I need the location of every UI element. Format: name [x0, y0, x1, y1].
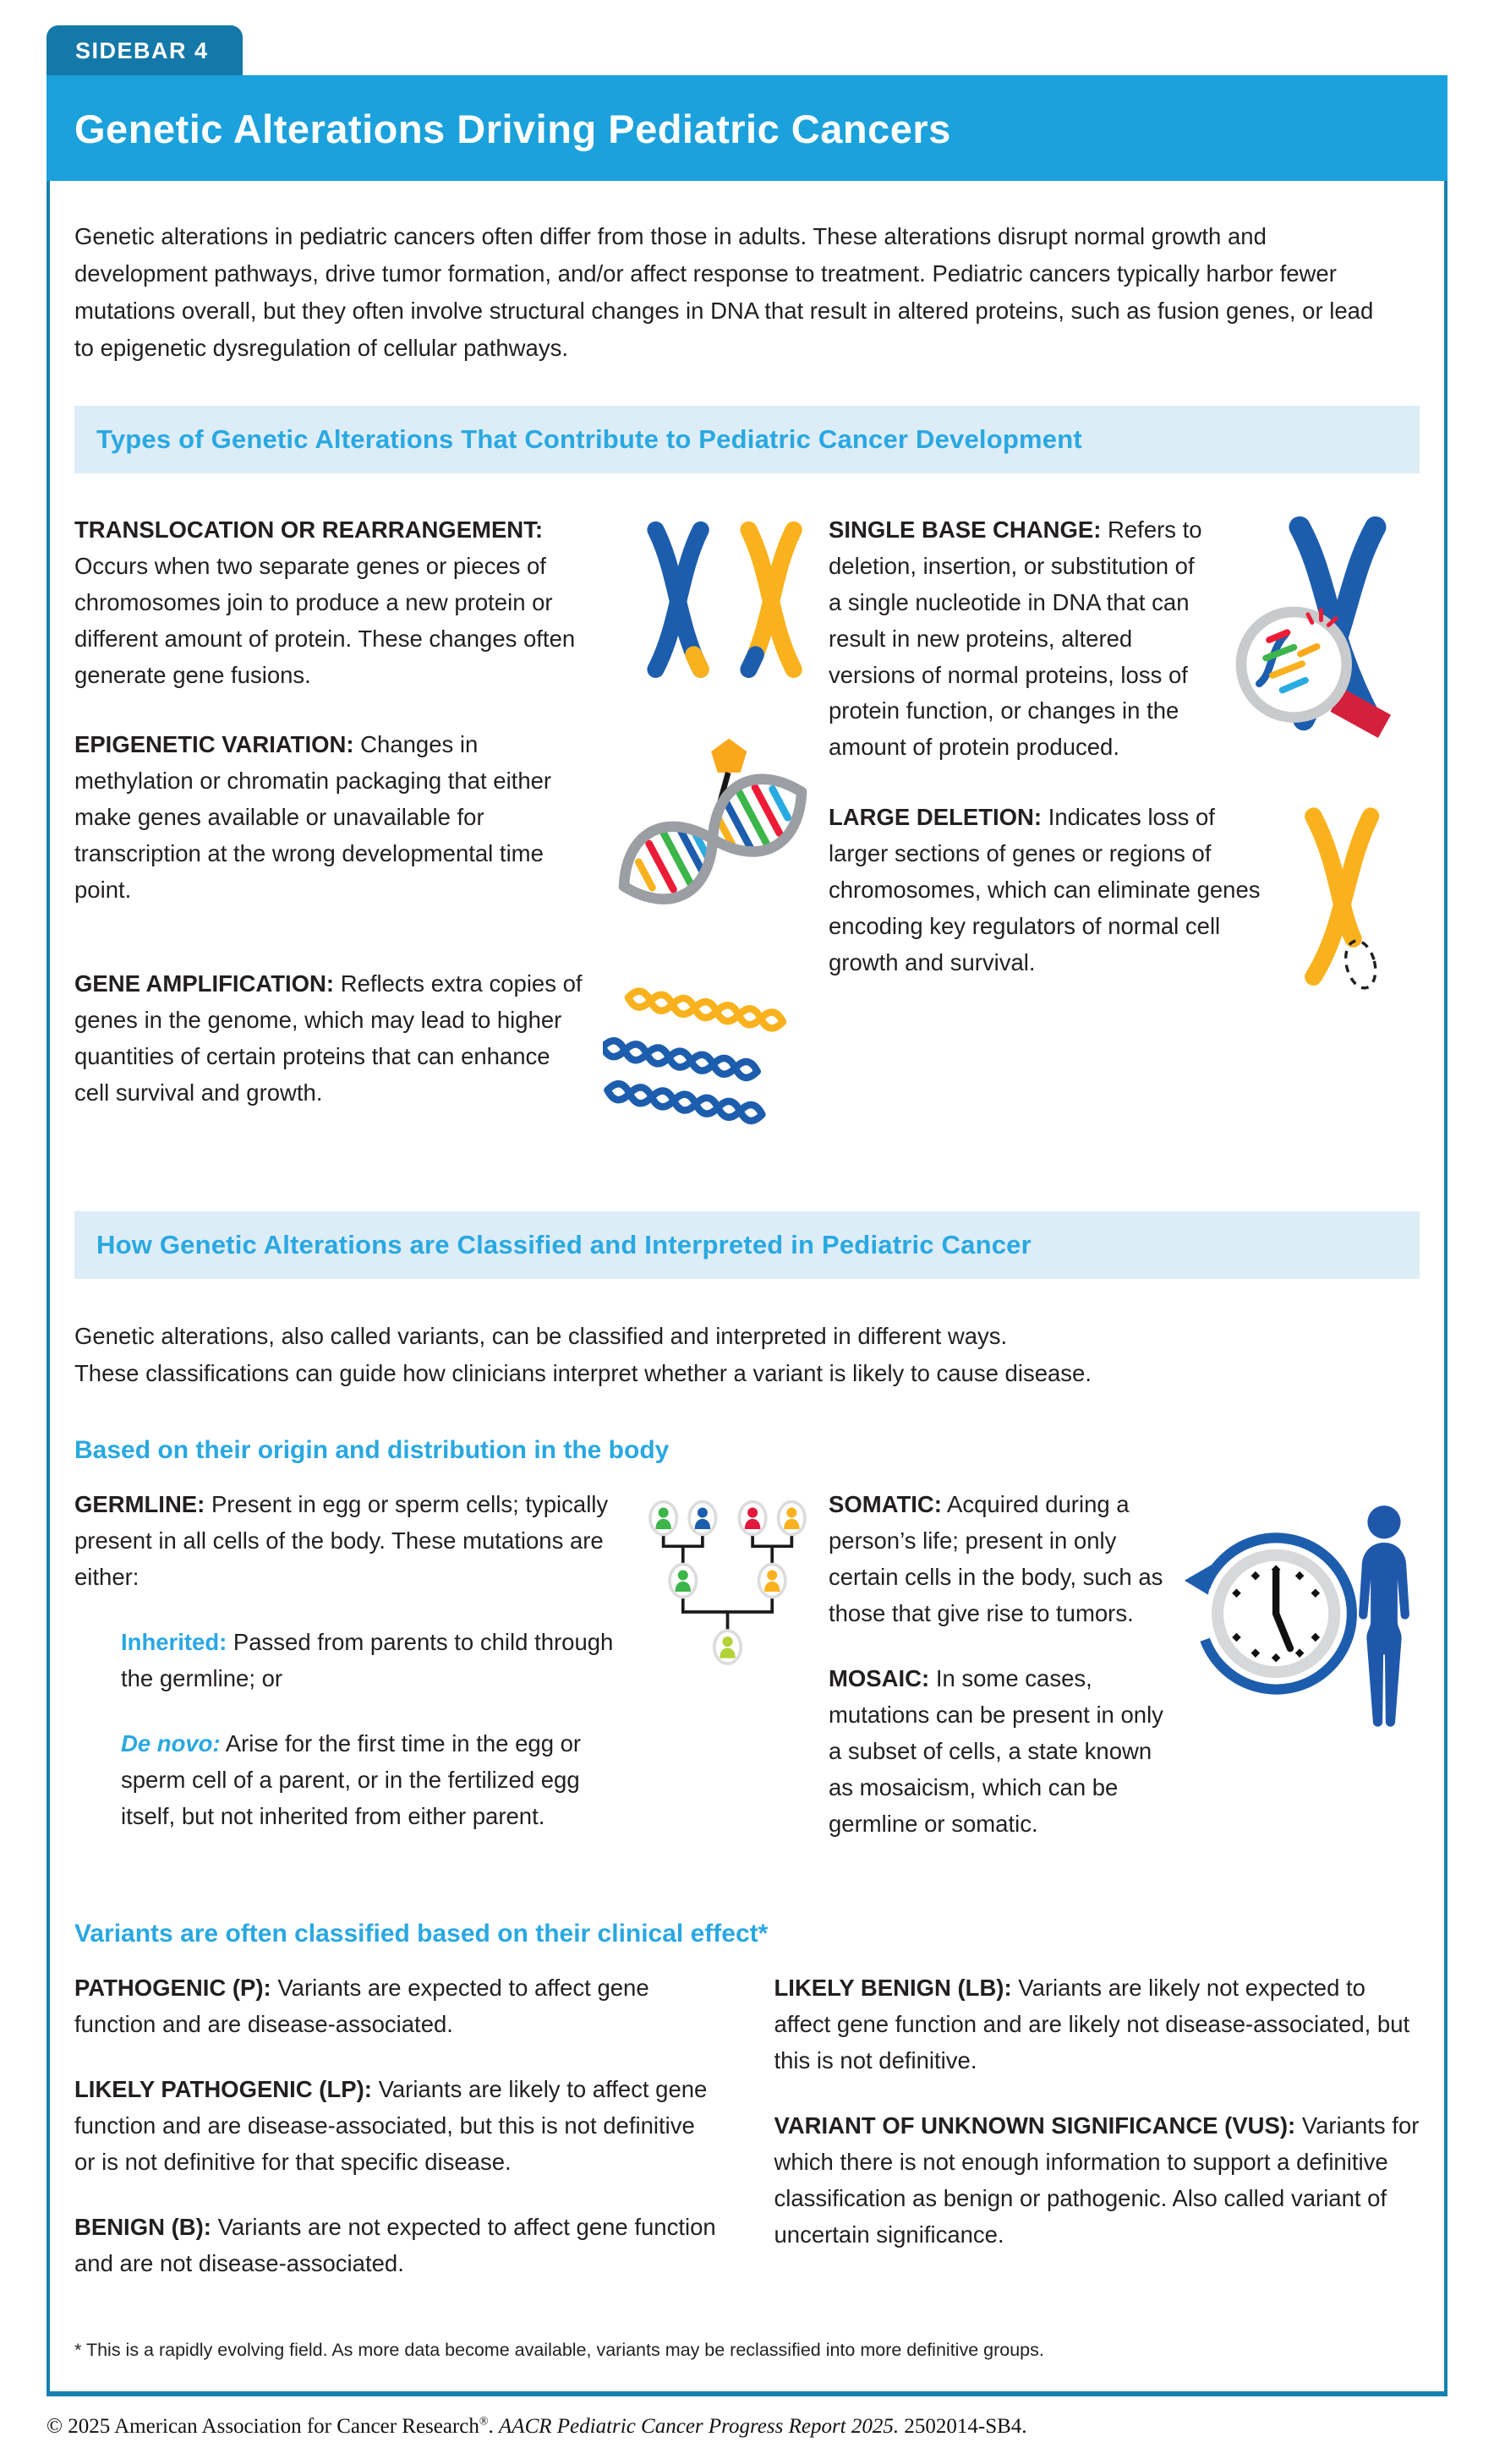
def-single-base: Refers to deletion, insertion, or substitution of a single nucleotide in DNA that can result in new proteins, altered versions of normal proteins, loss of protein function, or changes in the amount of protein produced.	[829, 516, 1202, 761]
alteration-columns	[74, 512, 1420, 1172]
clinical-heading: Variants are often classified based on their clinical effect*	[74, 1920, 769, 1948]
report-code: 2502014-SB4.	[899, 2414, 1027, 2438]
translocation-chromosomes-icon	[632, 512, 818, 686]
def-de-novo: Arise for the first time in the egg or sperm cell of a parent, or in the fertilized egg itself, but not inherited from either parent.	[121, 1729, 582, 1829]
registered-mark: ®	[479, 2415, 489, 2428]
term-likely-benign: LIKELY BENIGN (LB):	[774, 1975, 1012, 2002]
classification-intro-line1: Genetic alterations, also called variants, can be classified and interpreted in different ways.	[74, 1323, 1008, 1350]
item-somatic-mosaic	[829, 1487, 1420, 1842]
item-likely-pathogenic	[74, 2072, 720, 2181]
section-heading-types: Types of Genetic Alterations That Contribute to Pediatric Cancer Development	[96, 424, 1082, 454]
page-title: Genetic Alterations Driving Pediatric Cancers	[47, 75, 1447, 181]
item-vus	[774, 2108, 1420, 2254]
family-tree-icon	[637, 1487, 818, 1675]
intro-paragraph: Genetic alterations in pediatric cancers often differ from those in adults. These alterations disrupt normal growth and development pathways, drive tumor formation, and/or affect response to treatment. Pediatric cancers typically harbor fewer mutations overall, but they often involve structural changes in DNA that result in altered proteins, such as fusion genes, or lead to epigenetic dysregulation of cellular pathways.	[74, 223, 1374, 361]
def-mosaic: In some cases, mutations can be present in only a subset of cells, a state known as mosaicism, which can be germline or somatic.	[829, 1665, 1163, 1837]
term-single-base: SINGLE BASE CHANGE:	[829, 516, 1102, 543]
item-amplification	[74, 966, 818, 1139]
alteration-col-right	[829, 512, 1420, 1172]
item-germline	[74, 1487, 818, 1842]
def-inherited: Passed from parents to child through the germline; or	[121, 1629, 614, 1692]
def-likely-benign: Variants are likely not expected to affect gene function and are likely not disease-associated, but this is not definitive.	[774, 1975, 1410, 2074]
item-likely-benign	[774, 1970, 1420, 2079]
content-box	[47, 181, 1447, 2396]
def-translocation: Occurs when two separate genes or pieces of chromosomes join to produce a new protein or different amount of protein. These changes often generate gene fusions.	[74, 552, 576, 688]
item-benign	[74, 2210, 720, 2282]
def-somatic: Acquired during a person’s life; present in only certain cells in the body, such as those that give rise to tumors.	[829, 1491, 1163, 1627]
clock-and-child-icon	[1183, 1487, 1420, 1740]
def-large-deletion: Indicates loss of larger sections of genes or regions of chromosomes, which can eliminate genes encoding key regulators of normal cell growth and survival.	[829, 804, 1261, 975]
item-inherited	[121, 1625, 625, 1697]
item-translocation	[74, 512, 818, 693]
item-somatic	[829, 1487, 1171, 1632]
term-large-deletion: LARGE DELETION:	[829, 804, 1043, 831]
classification-intro	[74, 1318, 1420, 1392]
term-mosaic: MOSAIC:	[829, 1665, 930, 1692]
origin-columns	[74, 1487, 1420, 1876]
item-de-novo	[121, 1726, 625, 1835]
classification-intro-line2: These classifications can guide how clinicians interpret whether a variant is likely to cause disease.	[74, 1360, 1092, 1387]
term-translocation: TRANSLOCATION OR REARRANGEMENT:	[74, 516, 544, 543]
item-epigenetic	[74, 727, 818, 932]
clinical-columns	[74, 1970, 1420, 2310]
term-epigenetic: EPIGENETIC VARIATION:	[74, 731, 354, 758]
term-likely-pathogenic: LIKELY PATHOGENIC (LP):	[74, 2076, 372, 2103]
item-pathogenic	[74, 1970, 720, 2043]
section-heading-classified: How Genetic Alterations are Classified and Interpreted in Pediatric Cancer	[96, 1230, 1032, 1260]
clinical-col-right	[774, 1970, 1420, 2310]
alteration-col-left	[74, 512, 818, 1172]
term-vus: VARIANT OF UNKNOWN SIGNIFICANCE (VUS):	[774, 2112, 1296, 2139]
child-silhouette	[1359, 1506, 1409, 1728]
def-epigenetic: Changes in methylation or chromatin packaging that either make genes available or unavailable for transcription at the wrong developmental time point.	[74, 731, 552, 904]
footnote: * This is a rapidly evolving field. As more data become available, variants may be reclassified into more definitive groups.	[74, 2339, 1044, 2360]
term-germline: GERMLINE:	[74, 1491, 205, 1518]
dna-helix-methyl-icon	[607, 734, 818, 932]
clinical-col-left	[74, 1970, 720, 2310]
term-somatic: SOMATIC:	[829, 1491, 942, 1518]
copyright-line: © 2025 American Association for Cancer Research®. AACR Pediatric Cancer Progress Report 2025. 2502014-SB4.	[47, 2414, 1027, 2438]
twisted-dna-strands-icon	[603, 978, 818, 1139]
magnifier-chromosome-icon	[1221, 512, 1420, 739]
def-pathogenic: Variants are expected to affect gene function and are disease-associated.	[74, 1975, 649, 2038]
item-single-base	[829, 512, 1420, 766]
chromosome-deleted-segment-icon	[1280, 805, 1420, 1003]
def-germline: Present in egg or sperm cells; typically present in all cells of the body. These mutations are either:	[74, 1491, 609, 1591]
term-de-novo: De novo:	[121, 1729, 221, 1756]
term-pathogenic: PATHOGENIC (P):	[74, 1975, 271, 2002]
origin-heading: Based on their origin and distribution in the body	[74, 1436, 670, 1465]
item-mosaic	[829, 1661, 1171, 1842]
term-benign: BENIGN (B):	[74, 2213, 211, 2240]
sidebar-tab-label: SIDEBAR 4	[47, 25, 243, 75]
def-amplification: Reflects extra copies of genes in the genome, which may lead to higher quantities of certain proteins that can enhance cell survival and growth.	[74, 970, 583, 1106]
section-band-types	[74, 406, 1420, 473]
term-inherited: Inherited:	[121, 1629, 227, 1656]
copyright-text: © 2025 American Association for Cancer Research	[47, 2414, 479, 2438]
report-title-italic: AACR Pediatric Cancer Progress Report 2025.	[499, 2414, 900, 2438]
def-likely-pathogenic: Variants are likely to affect gene function and are disease-associated, but this is not definitive or is not definitive for that specific disease.	[74, 2076, 708, 2176]
def-benign: Variants are not expected to affect gene function and are not disease-associated.	[74, 2213, 716, 2276]
term-amplification: GENE AMPLIFICATION:	[74, 970, 335, 997]
tree-person-icons	[650, 1502, 805, 1664]
section-band-classified	[74, 1211, 1420, 1279]
def-vus: Variants for which there is not enough information to support a definitive classification as benign or pathogenic. Also called variant of uncertain significance.	[774, 2112, 1420, 2248]
item-large-deletion	[829, 800, 1420, 1003]
